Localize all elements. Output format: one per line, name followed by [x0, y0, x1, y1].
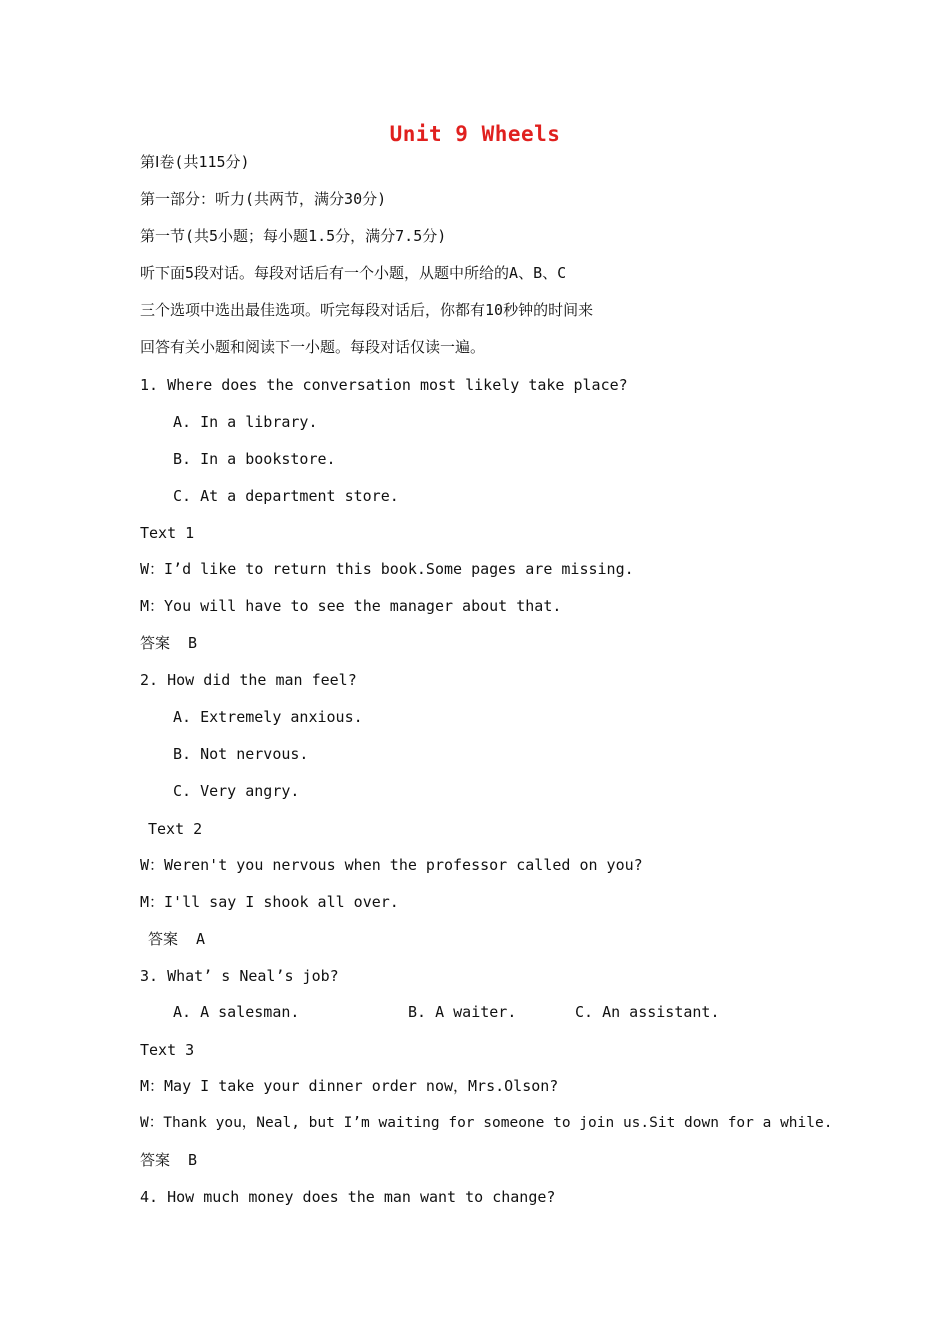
- text-label: Text 1: [140, 524, 195, 542]
- question-2: 2. How did the man feel?: [140, 671, 357, 689]
- dialogue-line: W：Weren't you nervous when the professor called on you?: [140, 856, 643, 874]
- question-4: 4. How much money does the man want to change?: [140, 1188, 556, 1206]
- instruction-line: 听下面5段对话。每段对话后有一个小题，从题中所给的A、B、C: [140, 264, 567, 282]
- option-c: C. An assistant.: [575, 1003, 720, 1021]
- volume-heading: 第Ⅰ卷(共115分): [140, 153, 250, 171]
- dialogue-line: M：You will have to see the manager about that.: [140, 597, 562, 615]
- option-b: B. A waiter.: [408, 1003, 517, 1021]
- part-heading: 第一部分：听力(共两节，满分30分): [140, 190, 387, 208]
- dialogue-line: M：I'll say I shook all over.: [140, 893, 399, 911]
- document-title: Unit 9 Wheels: [389, 122, 561, 146]
- option-b: B. Not nervous.: [173, 745, 309, 763]
- option-a: A. Extremely anxious.: [173, 708, 363, 726]
- option-a: A. A salesman.: [173, 1003, 300, 1021]
- question-3: 3. What’ s Neal’s job?: [140, 967, 339, 985]
- option-a: A. In a library.: [173, 413, 318, 431]
- text-label: Text 3: [140, 1041, 195, 1059]
- dialogue-line: W：I’d like to return this book.Some pages are missing.: [140, 560, 634, 578]
- option-c: C. Very angry.: [173, 782, 300, 800]
- instruction-line: 回答有关小题和阅读下一小题。每段对话仅读一遍。: [140, 338, 486, 356]
- section-heading: 第一节(共5小题；每小题1.5分，满分7.5分): [140, 227, 447, 245]
- option-b: B. In a bookstore.: [173, 450, 336, 468]
- dialogue-line: W：Thank you，Neal, but I’m waiting for someone to join us.Sit down for a while.: [140, 1115, 833, 1131]
- text-label: Text 2: [148, 820, 203, 838]
- dialogue-line: M：May I take your dinner order now，Mrs.Olson?: [140, 1077, 559, 1095]
- answer: 答案 B: [140, 1151, 198, 1169]
- answer: 答案 A: [148, 930, 206, 948]
- question-1: 1. Where does the conversation most likely take place?: [140, 376, 628, 394]
- instruction-line: 三个选项中选出最佳选项。听完每段对话后，你都有10秒钟的时间来: [140, 301, 594, 319]
- answer: 答案 B: [140, 634, 198, 652]
- option-c: C. At a department store.: [173, 487, 399, 505]
